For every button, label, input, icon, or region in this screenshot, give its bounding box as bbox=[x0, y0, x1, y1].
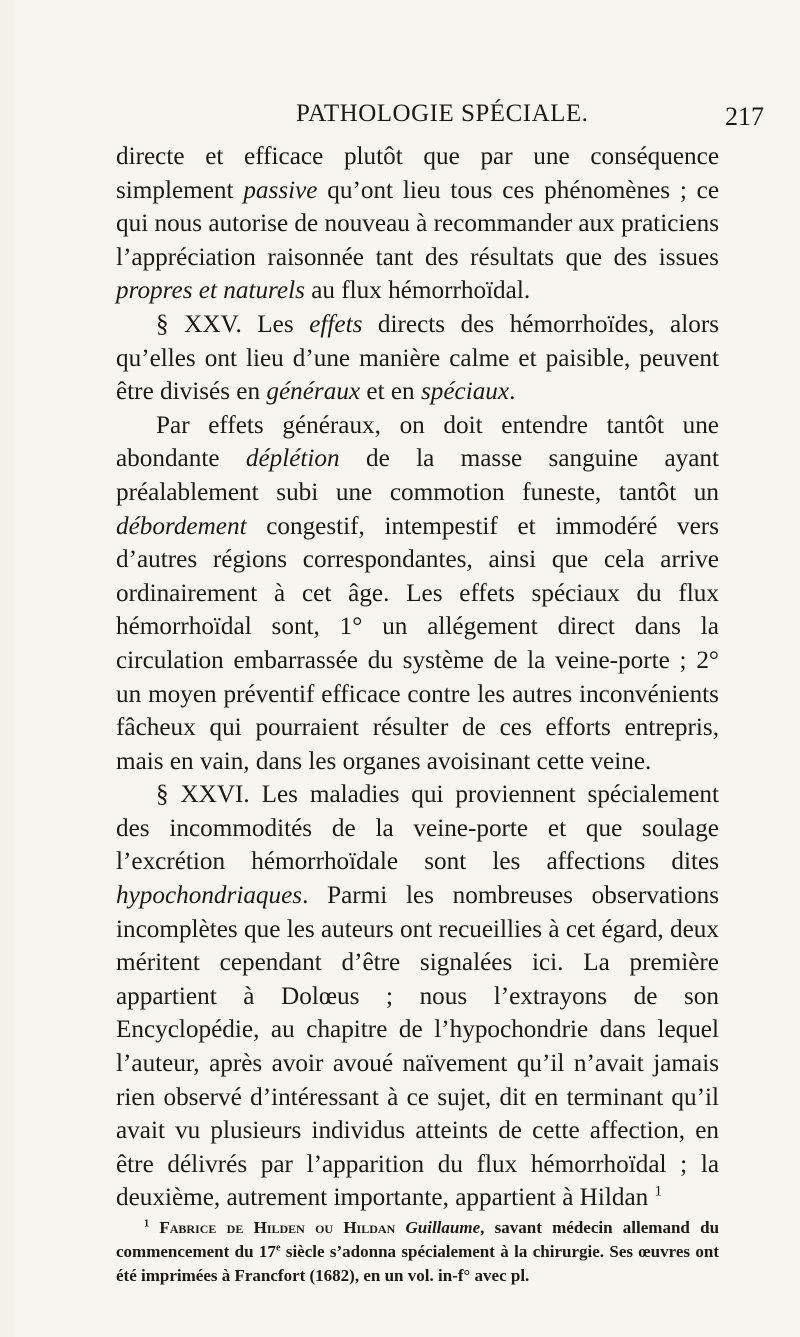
italic-text: déplétion bbox=[245, 445, 340, 473]
running-title: PATHOLOGIE SPÉCIALE. bbox=[296, 100, 589, 127]
italic-text: passive bbox=[243, 176, 318, 204]
page-number: 217 bbox=[725, 102, 764, 131]
paragraph bbox=[116, 778, 719, 1215]
footnote-marker: e bbox=[275, 1242, 281, 1254]
paragraph bbox=[116, 409, 719, 779]
italic-text: généraux bbox=[266, 378, 361, 406]
text-segment: Fabrice de Hilden ou Hildan bbox=[159, 1218, 396, 1237]
book-page bbox=[14, 0, 800, 1337]
text-segment: congestif, intempestif et immodéré vers d’autres régions correspondantes, ainsi que cela arrive ordinairement à cet âge. Les effets spéciaux du flux hémorrhoïdal sont, 1° un allégement direct dans la circulation embarrassée du système de la veine-porte ; 2° un moyen préventif efficace contre les autres inconvénients fâcheux qui pourraient résulter de ces efforts entrepris, mais en vain, dans les organes avoisinant cette veine. bbox=[116, 512, 719, 775]
italic-text: spéciaux bbox=[420, 378, 510, 406]
italic-text: hypochondriaques bbox=[116, 882, 303, 910]
italic-text: effets bbox=[309, 310, 363, 338]
text-segment bbox=[395, 1218, 405, 1237]
text-segment bbox=[149, 1218, 159, 1237]
italic-text: débordement bbox=[116, 512, 247, 540]
footnote-marker: 1 bbox=[144, 1218, 150, 1230]
text-segment: § XXV. Les bbox=[156, 310, 310, 338]
text-segment: , savant médecin allemand du commencement du 17 bbox=[116, 1218, 720, 1261]
italic-text: propres et naturels bbox=[116, 277, 305, 305]
text-segment: § XXVI. Les maladies qui proviennent spécialement des incommodités de la veine-porte et que soulage l’excrétion hémorrhoïdale sont les affections dites bbox=[116, 781, 719, 876]
footnote-marker: 1 bbox=[654, 1184, 663, 1201]
footnotes bbox=[116, 1216, 719, 1288]
text-segment: de la masse sanguine ayant préalablement subi une commotion funeste, tantôt un bbox=[116, 445, 719, 506]
text-segment: siècle s’adonna spécialement à la chirurgie. Ses œuvres ont été imprimées à Francfort (1682), en un vol. in-f° avec pl. bbox=[116, 1242, 719, 1285]
text-segment: directs des hémorrhoïdes, alors qu’elles ont lieu d’une manière calme et paisible, peuvent être divisés en bbox=[116, 310, 720, 406]
paragraph bbox=[116, 140, 719, 308]
text-segment: au flux hémorrhoïdal. bbox=[304, 277, 531, 305]
text-segment: . Parmi les nombreuses observations incomplètes que les auteurs ont recueillies à cet égard, deux méritent cependant d’être signalées ici. La première appartient à Dolœus ; nous l’extrayons de son Encyclopédie, au chapitre de l’hypochondrie dans lequel l’auteur, après avoir avoué naïvement qu’il n’avait jamais rien observé d’intéressant à ce sujet, dit en terminant qu’il avait vu plusieurs individus atteints de cette affection, en être délivrés par l’apparition du flux hémorrhoïdal ; la deuxième, autrement importante, appartient à Hildan bbox=[116, 882, 719, 1212]
text-segment: qu’ont lieu tous ces phénomènes ; ce qui nous autorise de nouveau à recommander aux praticiens l’appréciation raisonnée tant des résultats que des issues bbox=[116, 176, 719, 271]
text-segment: . bbox=[509, 378, 516, 406]
text-segment: Par effets généraux, on doit entendre tantôt une abondante bbox=[116, 411, 719, 473]
paragraph bbox=[116, 308, 719, 409]
text-segment: et en bbox=[360, 378, 421, 406]
italic-text: Guillaume bbox=[405, 1218, 481, 1237]
body-text bbox=[116, 140, 719, 1215]
text-segment: directe et efficace plutôt que par une conséquence simplement bbox=[116, 143, 719, 204]
page-header bbox=[14, 100, 800, 136]
footnote bbox=[116, 1216, 719, 1288]
